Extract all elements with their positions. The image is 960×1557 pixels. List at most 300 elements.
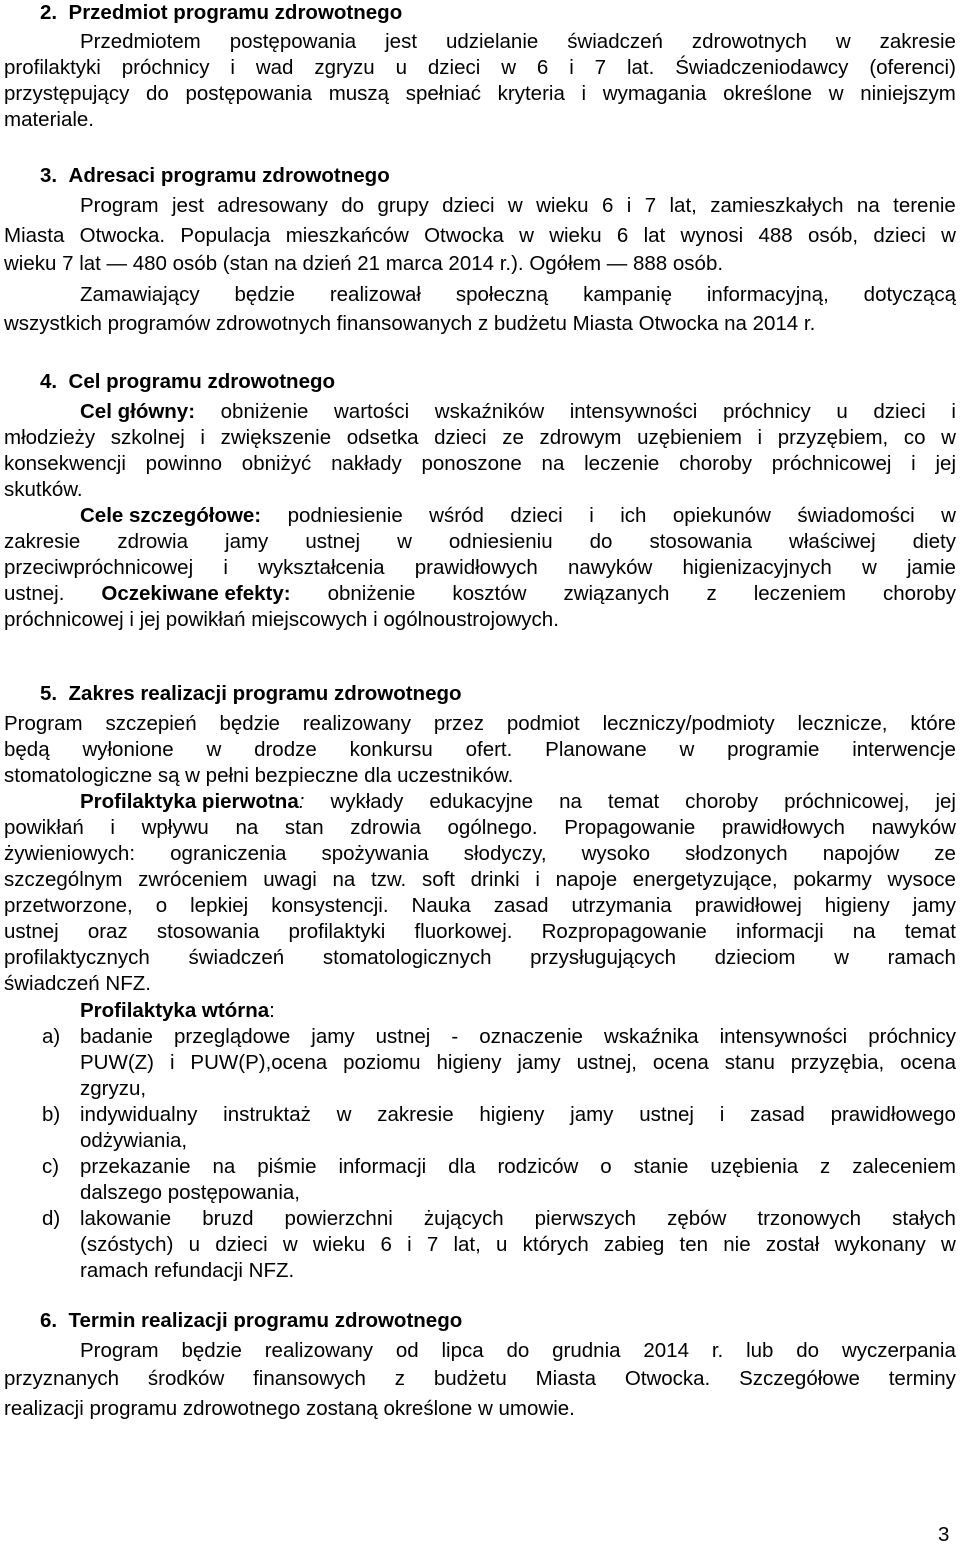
word: wieku: [312, 1233, 366, 1256]
word: świadczeń: [188, 946, 285, 969]
word: świadomości: [797, 504, 915, 527]
word: na: [852, 920, 876, 943]
word: pierwszych: [534, 1207, 637, 1230]
word: dzieci: [510, 504, 563, 527]
word: ocena: [900, 1051, 956, 1074]
word: pokarmy: [793, 868, 872, 891]
word: wyczerpania: [841, 1339, 956, 1362]
word: ograniczenia: [170, 842, 287, 865]
word: prawidłowej: [694, 894, 802, 917]
word: wśród: [429, 504, 484, 527]
word: informacji: [735, 920, 824, 943]
word: młodzieży: [4, 426, 96, 449]
section-number: 6.: [40, 1309, 58, 1332]
word: rodziców: [497, 1155, 579, 1178]
word: i: [407, 1233, 412, 1256]
word: realizowany: [264, 1339, 373, 1362]
word: jamy: [570, 1103, 614, 1126]
word: lepkiej: [190, 894, 249, 917]
word: leczenie: [584, 452, 660, 475]
paragraph-line: [4, 1366, 956, 1392]
word: wskaźnika: [603, 1025, 699, 1048]
word: informacji: [338, 1155, 427, 1178]
list-item-line: dalszego postępowania,: [80, 1181, 300, 1204]
word: 6: [536, 56, 549, 79]
word: na: [541, 452, 565, 475]
word: konkursu: [349, 738, 433, 761]
word: jamy: [517, 1051, 561, 1074]
word: wad: [255, 56, 294, 79]
paragraph-line: [80, 399, 956, 425]
word: odsetka: [346, 426, 419, 449]
word: podmiot: [506, 712, 580, 735]
word: do: [506, 1339, 530, 1362]
paragraph-line: wieku 7 lat — 480 osób (stan na dzień 21 marca 2014 r.). Ogółem — 888 osób.: [4, 252, 724, 275]
paragraph-line: [80, 1338, 956, 1364]
word: adresowany: [217, 194, 328, 217]
word: prawidłowych: [414, 556, 538, 579]
word: wyłonione: [82, 738, 174, 761]
word: obniżenie: [220, 400, 309, 423]
word: lat,: [453, 1233, 481, 1256]
word: wykształcenia: [258, 556, 385, 579]
word: informacyjną,: [706, 283, 829, 306]
word: od: [395, 1339, 419, 1362]
word: choroby: [883, 582, 956, 605]
word: dzieci: [442, 194, 495, 217]
word: PUW(Z): [80, 1051, 155, 1074]
word: fluorkowej.: [414, 920, 513, 943]
list-item-line: [80, 1232, 956, 1258]
paragraph-line: stomatologiczne są w pełni bezpieczne dla uczestników.: [4, 764, 514, 787]
word: spełniać: [405, 82, 481, 105]
word: i: [200, 426, 205, 449]
word: odniesieniu: [448, 530, 553, 553]
word: w: [941, 426, 956, 449]
word: leczniczy/podmioty: [602, 712, 775, 735]
word: edukacyjne: [429, 790, 534, 813]
word: w: [940, 1233, 956, 1256]
paragraph-line: [4, 841, 956, 867]
word: co: [903, 426, 926, 449]
word: grudnia: [552, 1339, 621, 1362]
word: jamy: [311, 1025, 355, 1048]
word: lipca: [441, 1339, 484, 1362]
word: u: [496, 1233, 508, 1256]
word: intensywności: [719, 1025, 848, 1048]
word: ze: [934, 842, 956, 865]
word: jamy: [225, 530, 269, 553]
word: napoje: [555, 868, 618, 891]
word: w: [828, 82, 844, 105]
word: 2014: [643, 1339, 689, 1362]
word: i: [757, 426, 763, 449]
list-item-line: [80, 1050, 956, 1076]
word: r.: [711, 1339, 724, 1362]
word: i: [169, 1051, 175, 1074]
list-marker: b): [42, 1103, 61, 1126]
word: choroby: [685, 790, 759, 813]
word: zaleceniem: [852, 1155, 956, 1178]
word: zabieg: [603, 1233, 665, 1256]
word: i: [535, 868, 540, 891]
word: higienizacyjnych: [682, 556, 832, 579]
word: próchnicowej: [771, 452, 892, 475]
paragraph-line: [4, 451, 956, 477]
word: lat: [643, 224, 666, 247]
word: przystępujący: [4, 82, 130, 105]
word: realizował: [329, 283, 421, 306]
word: na: [856, 194, 880, 217]
word: będzie: [219, 712, 280, 735]
word: i: [626, 194, 632, 217]
word: ustnej: [305, 530, 361, 553]
word: w: [501, 56, 517, 79]
section-title: Cel programu zdrowotnego: [68, 370, 336, 393]
word: do: [589, 530, 613, 553]
word: przyzębia,: [790, 1051, 885, 1074]
word: próchnicy: [868, 1025, 956, 1048]
word: opiekunów: [672, 504, 771, 527]
word: w: [519, 224, 534, 247]
word: badanie: [80, 1025, 153, 1048]
paragraph-line: Profilaktyka pierwotna: wykłady edukacyjne na temat choroby próchnicowej, jej: [80, 790, 956, 813]
word: postępowania: [185, 82, 313, 105]
word: muszą: [328, 82, 390, 105]
list-item-line: ramach refundacji NFZ.: [80, 1259, 295, 1282]
word: lat.: [626, 56, 655, 79]
word: jej: [935, 452, 956, 475]
word: leczeniem: [753, 582, 846, 605]
word: nawyków: [871, 816, 956, 839]
word: przyznanych: [4, 1367, 120, 1390]
word: szczególnym: [4, 868, 123, 891]
word: stan: [284, 816, 324, 839]
word: stanu: [724, 1051, 775, 1074]
word: środków: [147, 1367, 225, 1390]
word: Miasta: [535, 1367, 596, 1390]
word: kryteria: [497, 82, 565, 105]
word: dzieci: [215, 1233, 268, 1256]
word: dzieci: [427, 56, 481, 79]
list-marker: d): [42, 1207, 61, 1230]
section-number: 4.: [40, 370, 58, 393]
word: grupy: [377, 194, 429, 217]
word: w: [397, 530, 412, 553]
word: wynosi: [680, 224, 744, 247]
word: (oferenci): [869, 56, 956, 79]
word: i: [230, 56, 235, 79]
word: wysoce: [887, 868, 956, 891]
word: indywidualny: [80, 1103, 198, 1126]
word: Planowane: [545, 738, 647, 761]
paragraph-line: [4, 555, 956, 581]
word: Populacja: [180, 224, 271, 247]
word: właściwej: [789, 530, 876, 553]
word: próchnicy: [121, 56, 210, 79]
section-number: 2.: [40, 1, 58, 24]
word: stanie: [633, 1155, 689, 1178]
list-item-line: odżywiania,: [80, 1129, 188, 1152]
word: intensywności: [569, 400, 698, 423]
word: przeciwpróchnicowej: [4, 556, 194, 579]
word: podniesienie: [287, 504, 403, 527]
word: choroby: [679, 452, 753, 475]
list-item-line: [80, 1154, 956, 1180]
word: utrzymania: [571, 894, 672, 917]
word: Otwocka: [424, 224, 504, 247]
paragraph-line: wszystkich programów zdrowotnych finansowanych z budżetu Miasta Otwocka na 2014 r.: [4, 312, 816, 335]
word: postępowania: [229, 30, 357, 53]
word: diety: [912, 530, 956, 553]
word: do: [341, 194, 365, 217]
word: przez: [433, 712, 484, 735]
word: poziomu: [343, 1051, 421, 1074]
word: jest: [385, 30, 418, 53]
word: realizowany: [302, 712, 411, 735]
word: Otwocka.: [624, 1367, 711, 1390]
word: 6: [380, 1233, 392, 1256]
word: przetworzone,: [4, 894, 133, 917]
word: dzieciom: [714, 946, 796, 969]
word: programie: [727, 738, 820, 761]
word: temat: [607, 790, 660, 813]
word: zdrowotnych: [691, 30, 807, 53]
word: w: [941, 224, 956, 247]
paragraph-line: [4, 711, 956, 737]
word: będą: [4, 738, 50, 761]
word: ramach: [887, 946, 956, 969]
word: dzieci: [873, 224, 926, 247]
section-3-heading: [40, 163, 390, 189]
paragraph-line: próchnicowej i jej powikłań miejscowych i ogólnoustrojowych.: [4, 608, 559, 631]
word: na: [235, 816, 259, 839]
word: i: [569, 56, 574, 79]
word: słodyczy,: [463, 842, 547, 865]
word: oraz: [87, 920, 128, 943]
paragraph-line: [80, 29, 956, 55]
word: wieku: [536, 194, 589, 217]
word: i: [719, 1103, 725, 1126]
word: świadczeń: [567, 30, 663, 53]
word: zdrowym: [539, 426, 622, 449]
word: uwagi: [263, 868, 317, 891]
label-detailed-goals: Cele szczegółowe:: [80, 504, 262, 527]
word: został: [765, 1233, 820, 1256]
word: prawidłowych: [721, 816, 845, 839]
word: Nauka: [411, 894, 471, 917]
word: w: [861, 556, 877, 579]
word: przyzębiem,: [777, 426, 889, 449]
page-number: 3: [938, 1523, 950, 1546]
word: na: [332, 868, 356, 891]
label-expected-effects: Oczekiwane efekty:: [101, 582, 291, 605]
word: w: [282, 1233, 298, 1256]
word: o: [155, 894, 168, 917]
word: próchnicowej,: [784, 790, 910, 813]
word: przysługujących: [530, 946, 676, 969]
word: lecznicze,: [797, 712, 888, 735]
word: zwiększenie: [220, 426, 332, 449]
word: osób,: [807, 224, 859, 247]
word: zakresie: [879, 30, 956, 53]
word: z: [706, 582, 717, 605]
word: finansowych: [253, 1367, 366, 1390]
word: profilaktycznych: [4, 946, 150, 969]
list-item-line: [80, 1024, 956, 1050]
word: ich: [620, 504, 647, 527]
word: społeczną: [455, 283, 549, 306]
word: dzieci: [434, 426, 487, 449]
paragraph-line: [80, 193, 956, 219]
list-marker: a): [42, 1025, 61, 1048]
word: i: [581, 82, 587, 105]
label-primary-prevention: Profilaktyka pierwotna: [80, 790, 299, 813]
word: zdrowia: [350, 816, 421, 839]
word: obniżyć: [241, 452, 312, 475]
word: na: [212, 1155, 236, 1178]
word: soft: [421, 868, 455, 891]
word: nakłady: [331, 452, 402, 475]
word: w: [679, 738, 695, 761]
word: konsekwencji: [4, 452, 126, 475]
list-item-line: [80, 1206, 956, 1232]
paragraph-line: [4, 223, 956, 249]
word: nie: [723, 1233, 751, 1256]
word: oznaczenie: [479, 1025, 583, 1048]
word: i: [951, 400, 956, 423]
word: które: [910, 712, 956, 735]
paragraph-line: ustnej. Oczekiwane efekty: obniżenie kosztów związanych z leczeniem choroby: [4, 582, 956, 605]
word: napojów: [822, 842, 900, 865]
word: wykłady: [330, 790, 404, 813]
word: ustnej: [4, 920, 59, 943]
list-item-line: zgryzu,: [80, 1077, 147, 1100]
word: 6: [616, 224, 629, 247]
word: zasad: [493, 894, 549, 917]
word: ponoszone: [421, 452, 522, 475]
paragraph-line: materiale.: [4, 108, 95, 131]
word: Miasta: [4, 224, 65, 247]
word: 7: [594, 56, 607, 79]
word: drodze: [254, 738, 317, 761]
paragraph-line: [80, 282, 956, 308]
word: -: [451, 1025, 459, 1048]
word: ocena: [652, 1051, 709, 1074]
word: wskaźników: [434, 400, 545, 423]
word: wpływu: [141, 816, 209, 839]
word: w: [206, 738, 222, 761]
word: spożywania: [321, 842, 429, 865]
word: jej: [935, 790, 956, 813]
word: żujących: [423, 1207, 504, 1230]
paragraph-line: Profilaktyka wtórna:: [80, 999, 275, 1022]
list-item-line: [80, 1102, 956, 1128]
word: terenie: [893, 194, 956, 217]
section-number: 5.: [40, 682, 58, 705]
word: Otwocka.: [79, 224, 166, 247]
section-title: Termin realizacji programu zdrowotnego: [68, 1309, 463, 1332]
word: i: [110, 816, 115, 839]
word: profilaktyki: [288, 920, 386, 943]
word: niniejszym: [860, 82, 956, 105]
word: profilaktyki: [4, 56, 101, 79]
word: Program: [80, 1339, 159, 1362]
word: terminy: [888, 1367, 956, 1390]
word: tzw.: [370, 868, 407, 891]
word: jamie: [906, 556, 956, 579]
paragraph-line: [4, 81, 956, 107]
word: lakowanie: [80, 1207, 172, 1230]
word: interwencje: [852, 738, 956, 761]
word: i: [223, 556, 228, 579]
word: zębów: [667, 1207, 727, 1230]
section-number: 3.: [40, 164, 58, 187]
word: będzie: [234, 283, 295, 306]
word: wartości: [334, 400, 410, 423]
section-title: Przedmiot programu zdrowotnego: [68, 1, 403, 24]
word: ustnej: [639, 1103, 694, 1126]
word: lat,: [669, 194, 697, 217]
word: przeglądowe: [174, 1025, 291, 1048]
paragraph-line: [80, 503, 956, 529]
word: ten: [679, 1233, 709, 1256]
word: związanych: [563, 582, 670, 605]
word: dla: [448, 1155, 476, 1178]
word: dotyczącą: [863, 283, 956, 306]
word: będzie: [181, 1339, 242, 1362]
word: temat: [904, 920, 956, 943]
word: uzębienia: [710, 1155, 799, 1178]
word: mieszkańców: [285, 224, 409, 247]
word: prawidłowego: [830, 1103, 956, 1126]
paragraph-line: [4, 529, 956, 555]
word: obniżenie: [327, 582, 416, 605]
word: w: [507, 194, 523, 217]
word: u: [395, 56, 408, 79]
paragraph-line: [4, 893, 956, 919]
paragraph-line: skutków.: [4, 478, 83, 501]
word: i: [911, 452, 916, 475]
word: zgryzu: [314, 56, 375, 79]
word: zakresie: [377, 1103, 454, 1126]
word: zakresie: [4, 530, 81, 553]
word: 488: [758, 224, 793, 247]
section-title: Zakres realizacji programu zdrowotnego: [68, 682, 462, 705]
word: u: [836, 400, 848, 423]
word: których: [522, 1233, 589, 1256]
word: Rozpropagowanie: [541, 920, 707, 943]
word: do: [796, 1339, 820, 1362]
word: powikłań: [4, 816, 84, 839]
word: u: [188, 1233, 201, 1256]
word: (szóstych): [80, 1233, 174, 1256]
word: PUW(P),ocena: [190, 1051, 328, 1074]
word: kosztów: [452, 582, 527, 605]
word: wieku: [549, 224, 602, 247]
label-main-goal: Cel główny:: [80, 400, 196, 423]
word: żywieniowych:: [4, 842, 136, 865]
word: ustnej,: [576, 1051, 637, 1074]
paragraph-line: [4, 815, 956, 841]
word: higieny: [436, 1051, 502, 1074]
section-5-heading: [40, 681, 462, 707]
word: wysoko: [581, 842, 650, 865]
word: w: [835, 30, 851, 53]
word: stomatologicznych: [322, 946, 492, 969]
word: stosowania: [649, 530, 753, 553]
word: 7: [644, 194, 657, 217]
